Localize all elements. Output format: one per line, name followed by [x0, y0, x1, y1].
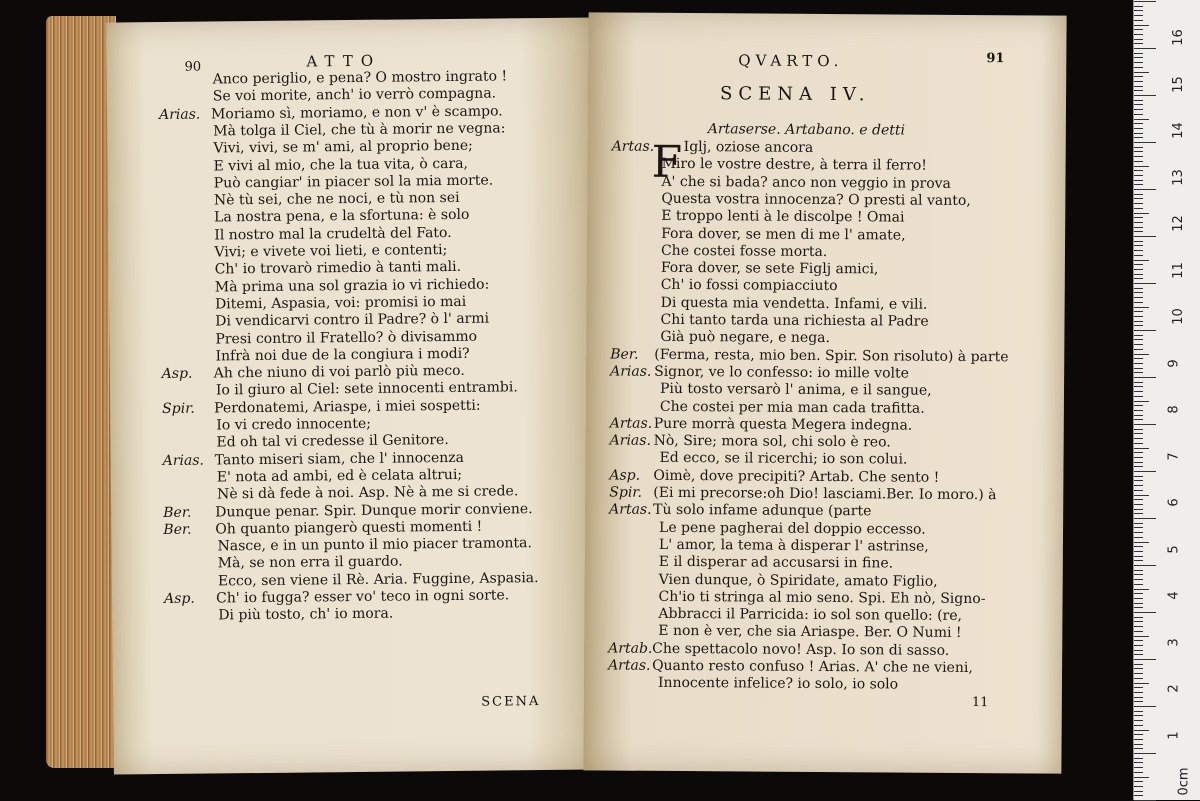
- ruler-tick: [1134, 443, 1143, 444]
- ruler-tick: [1134, 791, 1143, 792]
- ruler-label: 10: [1170, 308, 1186, 325]
- ruler-tick: [1134, 81, 1143, 82]
- ruler-tick: [1134, 6, 1143, 7]
- left-verse-line: Anco periglio, e pena? O mostro ingrato !: [212, 68, 508, 88]
- ruler-tick: [1134, 203, 1143, 204]
- ruler-tick: [1134, 645, 1143, 646]
- ruler-tick: [1134, 194, 1143, 195]
- ruler-tick: [1134, 730, 1149, 731]
- right-verse-line: E troppo lenti à le discolpe ! Omai: [661, 208, 905, 226]
- ruler-tick: [1134, 485, 1143, 486]
- ruler-tick: [1134, 297, 1143, 298]
- right-verse-line: Che spettacolo novo! Asp. Io son di sasso.: [652, 640, 950, 659]
- drop-cap-f: F: [651, 136, 683, 188]
- ruler-tick: [1134, 739, 1143, 740]
- ruler-tick: [1134, 697, 1143, 698]
- left-speaker: Ber.: [163, 521, 192, 538]
- ruler-tick: [1134, 354, 1149, 355]
- right-speaker: Arias.: [609, 432, 651, 449]
- ruler-tick: [1134, 57, 1143, 58]
- ruler-tick: [1134, 358, 1143, 359]
- ruler-tick: [1134, 542, 1149, 543]
- ruler-tick: [1134, 344, 1143, 345]
- left-page-number: 90: [184, 59, 202, 75]
- right-verse-line: Ch'io ti stringa al mio seno. Spi. Eh nò, Signo-: [658, 588, 986, 607]
- right-verse-line: Innocente infelice? io solo, io solo: [657, 675, 899, 693]
- ruler-tick: [1134, 452, 1143, 453]
- ruler-tick: [1134, 123, 1143, 124]
- right-verse-line: Vien dunque, ò Spiridate, amato Figlio,: [658, 571, 938, 590]
- left-verse-line: Ditemi, Aspasia, voi: promisi io mai: [214, 293, 467, 313]
- left-verse-line: Infrà noi due de la congiura i modi?: [215, 345, 470, 365]
- right-speaker: Artas.: [609, 415, 653, 432]
- ruler-tick: [1134, 523, 1143, 524]
- ruler-tick: [1134, 1, 1156, 2]
- left-verse-line: Ch' io trovarò rimedio à tanti mali.: [214, 259, 462, 278]
- ruler-tick: [1134, 659, 1156, 660]
- right-verse-line: Di questa mia vendetta. Infami, e vili.: [660, 294, 928, 313]
- ruler-label: 0cm: [1176, 767, 1192, 796]
- left-verse-line: E vivi al mio, che la tua vita, ò cara,: [213, 155, 469, 174]
- ruler-tick: [1134, 701, 1143, 702]
- ruler-tick: [1134, 640, 1143, 641]
- ruler-tick: [1134, 255, 1143, 256]
- ruler-tick: [1134, 29, 1143, 30]
- ruler-tick: [1134, 217, 1143, 218]
- ruler-tick: [1134, 762, 1143, 763]
- right-verse-line: Questa vostra innocenza? O presti al vanto,: [661, 190, 971, 209]
- ruler-tick: [1134, 53, 1143, 54]
- ruler-label: 3: [1166, 637, 1182, 647]
- left-verse-line: Di vendicarvi contro il Padre? ò l' armi: [215, 310, 490, 330]
- ruler-tick: [1134, 321, 1143, 322]
- right-verse-line: Ed ecco, se il ricerchi; io son colui.: [659, 450, 908, 468]
- ruler-tick: [1134, 95, 1156, 96]
- right-speaker: Artas.: [611, 138, 655, 155]
- right-verse-line: (Ferma, resta, mio ben. Spir. Son risoluto) à parte: [654, 346, 1009, 365]
- ruler-tick: [1134, 292, 1143, 293]
- left-verse-line: Ecco, sen viene il Rè. Aria. Fuggine, Aspasia.: [217, 569, 539, 590]
- right-verse-line: Chi tanto tarda una richiesta al Padre: [660, 311, 929, 330]
- left-verse-line: Vivi, vivi, se m' ami, al proprio bene;: [213, 137, 473, 157]
- ruler-tick: [1134, 495, 1149, 496]
- page-edges: [46, 16, 116, 768]
- ruler-tick: [1134, 100, 1143, 101]
- ruler-label: 7: [1166, 451, 1182, 461]
- ruler-tick: [1134, 499, 1143, 500]
- ruler-tick: [1134, 711, 1143, 712]
- left-verse-line: Ed oh tal vi credesse il Genitore.: [216, 432, 449, 451]
- ruler-tick: [1134, 250, 1143, 251]
- ruler-tick: [1134, 86, 1143, 87]
- ruler-tick: [1134, 278, 1143, 279]
- ruler-tick: [1134, 377, 1156, 378]
- left-verse-line: Dunque penar. Spir. Dunque morir conviene.: [215, 500, 533, 520]
- ruler-tick: [1134, 325, 1143, 326]
- ruler-tick: [1134, 269, 1143, 270]
- right-speaker: Artas.: [609, 501, 652, 519]
- left-verse-line: Può cangiar' in piacer sol la mia morte.: [213, 172, 494, 192]
- left-speaker: Spir.: [162, 400, 195, 417]
- ruler-tick: [1134, 156, 1143, 157]
- right-verse-line: L' amor, la tema à disperar l' astrinse,: [658, 536, 929, 555]
- ruler-tick: [1134, 133, 1143, 134]
- ruler-tick: [1134, 368, 1143, 369]
- ruler-tick: [1134, 457, 1143, 458]
- ruler-tick: [1134, 532, 1143, 533]
- left-verse-line: Nè tù sei, che ne noci, e tù non sei: [213, 189, 460, 209]
- ruler-label: 15: [1170, 75, 1186, 93]
- ruler-label: 9: [1166, 358, 1182, 368]
- ruler-tick: [1134, 734, 1143, 735]
- ruler-tick: [1134, 650, 1143, 651]
- scene-title: SCENA IV.: [720, 83, 871, 106]
- ruler-tick: [1134, 405, 1143, 406]
- left-speaker: Ber.: [163, 504, 192, 521]
- ruler-tick: [1134, 241, 1143, 242]
- ruler-tick: [1134, 302, 1143, 303]
- ruler-tick: [1134, 175, 1143, 176]
- ruler-tick: [1134, 76, 1143, 77]
- right-speaker: Ber.: [610, 346, 639, 363]
- ruler-tick: [1134, 335, 1143, 336]
- ruler-tick: [1134, 509, 1143, 510]
- right-verse-line: Che costei fosse morta.: [660, 242, 828, 260]
- right-verse-line: Oimè, dove precipiti? Artab. Che sento !: [653, 467, 940, 486]
- ruler-tick: [1134, 673, 1143, 674]
- ruler-tick: [1134, 260, 1149, 261]
- ruler-tick: [1134, 748, 1143, 749]
- right-verse-line: Le pene pagherai del doppio eccesso.: [659, 519, 926, 538]
- ruler-tick: [1134, 147, 1143, 148]
- ruler-tick: [1134, 227, 1143, 228]
- ruler-tick: [1134, 231, 1143, 232]
- ruler-tick: [1134, 15, 1143, 16]
- ruler-tick: [1134, 34, 1143, 35]
- ruler-tick: [1134, 631, 1143, 632]
- left-verse-line: Nè si dà fede à noi. Asp. Nè à me si crede.: [216, 483, 519, 503]
- ruler-tick: [1134, 490, 1143, 491]
- right-verse-line: (Ei mi precorse:oh Dio! lasciami.Ber. Io moro.) à: [653, 484, 997, 504]
- ruler-tick: [1134, 72, 1149, 73]
- ruler-tick: [1134, 67, 1143, 68]
- ruler-tick: [1134, 386, 1143, 387]
- right-speaker: Arias.: [610, 363, 652, 380]
- ruler-tick: [1134, 589, 1149, 590]
- ruler-tick: [1134, 236, 1156, 237]
- right-verse-line: E non è ver, che sia Ariaspe. Ber. O Numi !: [658, 623, 962, 642]
- ruler-label: 5: [1166, 544, 1182, 554]
- right-verse-line: Tù solo infame adunque (parte: [653, 502, 872, 520]
- ruler-label: 2: [1166, 684, 1182, 693]
- ruler-tick: [1134, 556, 1143, 557]
- ruler-tick: [1134, 448, 1149, 449]
- ruler-label: 4: [1166, 591, 1182, 600]
- ruler-tick: [1134, 213, 1149, 214]
- right-speaker: Artas.: [608, 657, 651, 674]
- ruler-tick: [1134, 311, 1143, 312]
- ruler-tick: [1134, 720, 1143, 721]
- ruler-tick: [1134, 433, 1143, 434]
- left-verse-line: Se voi morite, anch' io verrò compagna.: [212, 85, 497, 105]
- ruler-tick: [1134, 307, 1149, 308]
- left-verse-line: Ah che niuno di voi parlò più meco.: [213, 362, 465, 382]
- right-verse-line: Fora dover, se men di me l' amate,: [661, 225, 906, 244]
- left-verse-line: E' nota ad ambi, ed è celata altrui;: [216, 466, 463, 486]
- ruler-tick: [1134, 137, 1143, 138]
- ruler-tick: [1134, 119, 1149, 120]
- ruler-tick: [1134, 706, 1156, 707]
- ruler-tick: [1134, 560, 1143, 561]
- ruler-tick: [1134, 401, 1149, 402]
- ruler-tick: [1134, 725, 1143, 726]
- ruler-label: 1: [1166, 730, 1182, 740]
- right-verse-line: Abbracci il Parricida: io sol son quello: (re,: [658, 605, 963, 625]
- left-verse-line: Ch' io fugga? esser vo' teco in ogni sorte.: [216, 587, 510, 607]
- ruler-tick: [1134, 62, 1143, 63]
- ruler-tick: [1134, 476, 1143, 477]
- ruler-tick: [1134, 504, 1143, 505]
- left-catchword: SCENA: [481, 694, 541, 710]
- ruler-tick: [1134, 617, 1143, 618]
- ruler-tick: [1134, 518, 1156, 519]
- ruler-tick: [1134, 10, 1143, 11]
- ruler-tick: [1134, 527, 1143, 528]
- ruler-tick: [1134, 20, 1143, 21]
- left-speaker: Asp.: [161, 365, 193, 383]
- ruler-tick: [1134, 166, 1149, 167]
- left-verse-line: Io vi credo innocente;: [216, 415, 372, 434]
- ruler-tick: [1134, 339, 1143, 340]
- ruler-tick: [1134, 584, 1143, 585]
- right-speaker: Asp.: [609, 467, 641, 484]
- ruler-tick: [1134, 744, 1143, 745]
- right-verse-line: Più tosto versarò l' anima, e il sangue,: [659, 381, 932, 399]
- ruler-tick: [1134, 603, 1143, 604]
- ruler-tick: [1134, 104, 1143, 105]
- ruler-label: 14: [1170, 122, 1186, 139]
- ruler-tick: [1134, 654, 1143, 655]
- left-verse-line: Mà prima una sol grazia io vi richiedo:: [214, 276, 490, 296]
- right-page-number: 91: [986, 51, 1005, 67]
- ruler-tick: [1134, 758, 1143, 759]
- ruler-tick: [1134, 692, 1143, 693]
- ruler-tick: [1134, 161, 1143, 162]
- ruler-tick: [1134, 668, 1143, 669]
- left-verse-line: Nasce, e in un punto il mio piacer tramonta.: [217, 535, 533, 555]
- right-speaker: Spir.: [609, 484, 642, 501]
- left-verse-line: Mà, se non erra il guardo.: [217, 553, 403, 572]
- ruler-tick: [1134, 382, 1143, 383]
- right-speaker: Artab.: [608, 640, 653, 657]
- ruler-tick: [1134, 598, 1143, 599]
- ruler-tick: [1134, 222, 1143, 223]
- ruler-tick: [1134, 551, 1143, 552]
- ruler-tick: [1134, 184, 1143, 185]
- right-verse-line: Fora dover, se sete Figlj amici,: [660, 259, 879, 278]
- ruler-tick: [1134, 772, 1143, 773]
- ruler-tick: [1134, 715, 1143, 716]
- ruler-tick: [1134, 593, 1143, 594]
- right-verse-line: E il disperar ad accusarsi in fine.: [658, 554, 894, 572]
- ruler-tick: [1134, 480, 1143, 481]
- ruler-label: 11: [1170, 261, 1186, 279]
- left-verse-line: Perdonatemi, Ariaspe, i miei sospetti:: [214, 397, 481, 417]
- ruler-tick: [1134, 264, 1143, 265]
- ruler-tick: [1134, 410, 1143, 411]
- ruler-tick: [1134, 198, 1143, 199]
- left-verse-line: Vivi; e vivete voi lieti, e contenti;: [214, 242, 448, 261]
- left-verse-line: La nostra pena, e la sfortuna: è solo: [214, 207, 470, 226]
- right-verse-line: Signor, ve lo confesso: io mille volte: [654, 363, 909, 382]
- ruler-tick: [1134, 415, 1143, 416]
- ruler-tick: [1134, 565, 1156, 566]
- ruler-tick: [1134, 283, 1156, 284]
- right-verse-line: Quanto resto confuso ! Arias. A' che ne vieni,: [652, 657, 973, 677]
- ruler-tick: [1134, 189, 1156, 190]
- ruler-tick: [1134, 546, 1143, 547]
- ruler-tick: [1134, 114, 1143, 115]
- ruler-tick: [1134, 396, 1143, 397]
- ruler-tick: [1134, 25, 1149, 26]
- ruler-tick: [1134, 781, 1143, 782]
- ruler-tick: [1134, 109, 1143, 110]
- ruler-tick: [1134, 626, 1143, 627]
- left-verse-line: Presi contro il Fratello? ò divisammo: [215, 328, 478, 347]
- left-page: [106, 17, 602, 774]
- scene-characters: Artaserse. Artabano. e detti: [707, 121, 906, 139]
- ruler-tick: [1134, 471, 1156, 472]
- left-speaker: Arias.: [158, 106, 201, 123]
- ruler-tick: [1134, 419, 1143, 420]
- right-verse-line: Pure morrà questa Megera indegna.: [653, 415, 913, 434]
- ruler-tick: [1134, 612, 1156, 613]
- right-verse-line: Miro le vostre destre, à terra il ferro!: [661, 156, 927, 175]
- ruler-tick: [1134, 142, 1156, 143]
- ruler-tick: [1134, 466, 1143, 467]
- ruler-label: 12: [1170, 215, 1186, 232]
- left-verse-line: Tanto miseri siam, che l' innocenza: [214, 449, 465, 469]
- left-verse-line: Moriamo sì, moriamo, e non v' è scampo.: [210, 103, 503, 123]
- left-page-header: ATTO: [306, 51, 382, 71]
- ruler-tick: [1134, 621, 1143, 622]
- ruler-tick: [1134, 438, 1143, 439]
- ruler-tick: [1134, 579, 1143, 580]
- ruler-tick: [1134, 128, 1143, 129]
- right-page-header: QVARTO.: [738, 51, 844, 71]
- ruler-tick: [1134, 43, 1143, 44]
- ruler-tick: [1134, 39, 1143, 40]
- ruler-tick: [1134, 462, 1143, 463]
- ruler-tick: [1134, 753, 1156, 754]
- ruler-label: 16: [1170, 29, 1186, 46]
- ruler-tick: [1134, 151, 1143, 152]
- ruler-tick: [1134, 636, 1149, 637]
- ruler-tick: [1134, 391, 1143, 392]
- ruler-tick: [1134, 316, 1143, 317]
- ruler-tick: [1134, 90, 1143, 91]
- ruler-tick: [1134, 208, 1143, 209]
- right-verse-line: Iglj, oziose ancora: [683, 139, 814, 156]
- ruler-tick: [1134, 607, 1143, 608]
- ruler-tick: [1134, 170, 1143, 171]
- right-verse-line: Già può negare, e nega.: [660, 329, 831, 347]
- signature-mark: 11: [971, 695, 989, 711]
- ruler-tick: [1134, 683, 1149, 684]
- ruler-label: 8: [1166, 405, 1182, 414]
- right-verse-line: Nò, Sire; mora sol, chi solo è reo.: [653, 432, 891, 451]
- left-verse-line: Di più tosto, ch' io mora.: [218, 605, 394, 624]
- ruler-tick: [1134, 574, 1143, 575]
- ruler-tick: [1134, 274, 1143, 275]
- ruler-tick: [1134, 330, 1156, 331]
- ruler-tick: [1134, 537, 1143, 538]
- measuring-ruler: [1133, 0, 1200, 800]
- right-verse-line: Che costei per mia man cada trafitta.: [659, 398, 925, 417]
- ruler-tick: [1134, 48, 1156, 49]
- left-verse-line: Io il giuro al Ciel: sete innocenti entrambi.: [215, 379, 518, 399]
- ruler-tick: [1134, 795, 1143, 796]
- left-verse-line: Il nostro mal la crudeltà del Fato.: [214, 224, 452, 244]
- ruler-tick: [1134, 245, 1143, 246]
- ruler-tick: [1134, 513, 1143, 514]
- ruler-tick: [1134, 687, 1143, 688]
- ruler-tick: [1134, 363, 1143, 364]
- ruler-tick: [1134, 570, 1143, 571]
- right-verse-line: A' che si bada? anco non veggio in prova: [661, 173, 951, 192]
- ruler-tick: [1134, 777, 1149, 778]
- left-verse-line: Mà tolga il Ciel, che tù à morir ne vegna:: [213, 120, 506, 140]
- ruler-label: 6: [1166, 498, 1182, 507]
- left-verse-line: Oh quanto piangerò questi momenti !: [215, 518, 483, 538]
- left-speaker: Asp.: [164, 590, 195, 607]
- ruler-tick: [1134, 664, 1143, 665]
- right-verse-line: Ch' io fossi compiacciuto: [660, 277, 838, 295]
- ruler-tick: [1134, 678, 1143, 679]
- ruler-label: 13: [1170, 168, 1186, 186]
- ruler-tick: [1134, 288, 1143, 289]
- left-speaker: Arias.: [162, 452, 205, 469]
- ruler-tick: [1134, 424, 1156, 425]
- ruler-tick: [1134, 349, 1143, 350]
- ruler-tick: [1134, 786, 1143, 787]
- ruler-tick: [1134, 429, 1143, 430]
- ruler-tick: [1134, 767, 1143, 768]
- ruler-tick: [1134, 180, 1143, 181]
- right-page: [583, 12, 1066, 773]
- ruler-tick: [1134, 372, 1143, 373]
